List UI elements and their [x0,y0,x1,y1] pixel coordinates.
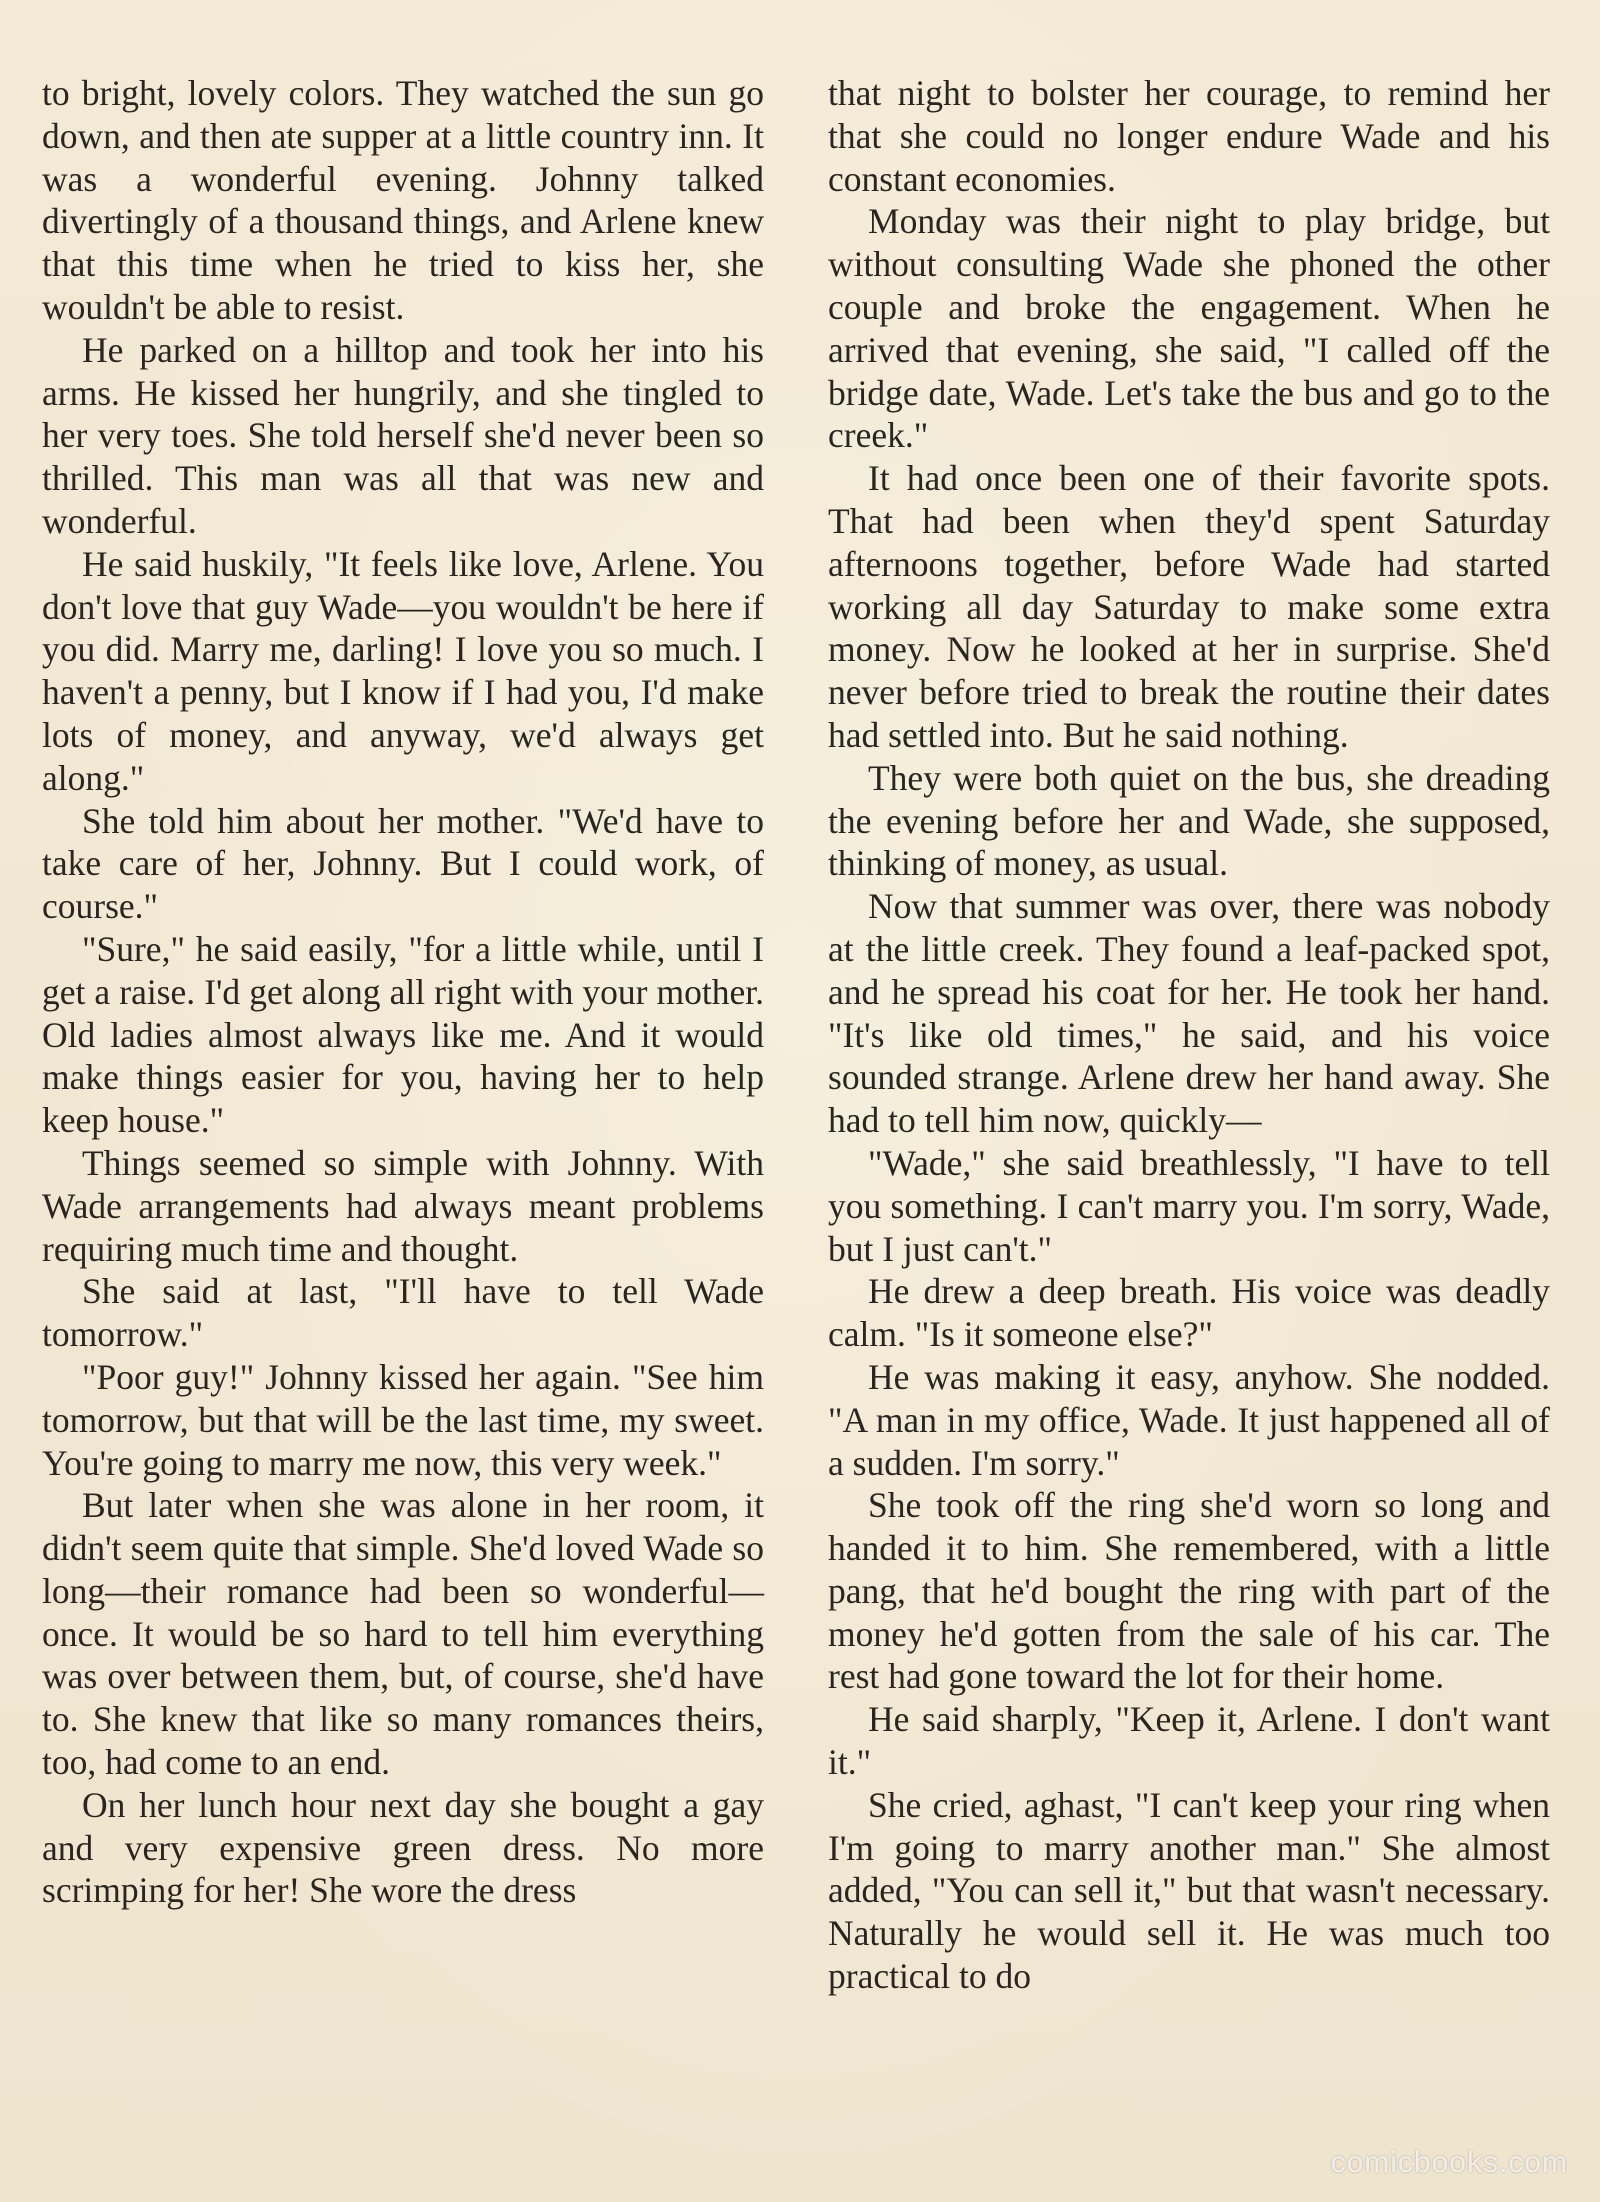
story-paragraph: "Poor guy!" Johnny kissed her again. "See him tomorrow, but that will be the last time, my sweet. You're going to marry me now, this very week." [42,1356,764,1483]
story-paragraph: She took off the ring she'd worn so long and handed it to him. She remembered, with a little pang, that he'd bought the ring with part of the money he'd gotten from the sale of his car. The rest had gone toward the lot for their home. [828,1485,1550,1697]
story-paragraph: She cried, aghast, "I can't keep your ring when I'm going to marry another man." She almost added, "You can sell it," but that wasn't necessary. Naturally he would sell it. He was much too practical to do [828,1784,1550,1997]
story-paragraph: She told him about her mother. "We'd have to take care of her, Johnny. But I could work, of course." [42,800,764,927]
story-paragraph: He was making it easy, anyhow. She nodded. "A man in my office, Wade. It just happened all of a sudden. I'm sorry." [828,1356,1550,1483]
story-paragraph: But later when she was alone in her room, it didn't seem quite that simple. She'd loved Wade so long—their romance had been so wonderful—once. It would be so hard to tell him everything was over between them, but, of course, she'd have to. She knew that like so many romances theirs, too, had come to an end. [42,1485,764,1783]
story-paragraph: It had once been one of their favorite spots. That had been when they'd spent Saturday afternoons together, before Wade had started working all day Saturday to make some extra money. Now he looked at her in surprise. She'd never before tried to break the routine their dates had settled into. But he said nothing. [828,458,1550,755]
story-paragraph: that night to bolster her courage, to remind her that she could no longer endure Wade and his constant economies. [828,73,1550,199]
story-paragraph: Things seemed so simple with Johnny. With Wade arrangements had always meant problems requiring much time and thought. [42,1142,764,1269]
text-column-left [42,72,764,1912]
story-paragraph: He said sharply, "Keep it, Arlene. I don't want it." [828,1699,1550,1783]
story-paragraph: He said huskily, "It feels like love, Arlene. You don't love that guy Wade—you wouldn't be here if you did. Marry me, darling! I love you so much. I haven't a penny, but I know if I had you, I'd make lots of money, and anyway, we'd always get along." [42,543,764,798]
story-paragraph: "Sure," he said easily, "for a little while, until I get a raise. I'd get along all right with your mother. Old ladies almost always like me. And it would make things easier for you, having her to help keep house." [42,928,764,1141]
story-paragraph: He parked on a hilltop and took her into his arms. He kissed her hungrily, and she tingled to her very toes. She told herself she'd never been so thrilled. This man was all that was new and wonderful. [42,329,764,541]
story-paragraph: He drew a deep breath. His voice was deadly calm. "Is it someone else?" [828,1271,1550,1355]
story-paragraph: Monday was their night to play bridge, but without consulting Wade she phoned the other couple and broke the engagement. When he arrived that evening, she said, "I called off the bridge date, Wade. Let's take the bus and go to the creek." [828,201,1550,456]
story-paragraph: On her lunch hour next day she bought a gay and very expensive green dress. No more scrimping for her! She wore the dress [42,1784,764,1911]
site-watermark: comicbooks.com [1330,2146,1568,2179]
text-column-right [828,72,1550,1998]
story-paragraph: They were both quiet on the bus, she dreading the evening before her and Wade, she supposed, thinking of money, as usual. [828,757,1550,884]
story-paragraph: to bright, lovely colors. They watched the sun go down, and then ate supper at a little country inn. It was a wonderful evening. Johnny talked divertingly of a thousand things, and Arlene knew that this time when he tried to kiss her, she wouldn't be able to resist. [42,73,764,327]
story-paragraph: She said at last, "I'll have to tell Wade tomorrow." [42,1271,764,1355]
story-paragraph: "Wade," she said breathlessly, "I have to tell you something. I can't marry you. I'm sorry, Wade, but I just can't." [828,1142,1550,1269]
story-paragraph: Now that summer was over, there was nobody at the little creek. They found a leaf-packed spot, and he spread his coat for her. He took her hand. "It's like old times," he said, and his voice sounded strange. Arlene drew her hand away. She had to tell him now, quickly— [828,886,1550,1141]
